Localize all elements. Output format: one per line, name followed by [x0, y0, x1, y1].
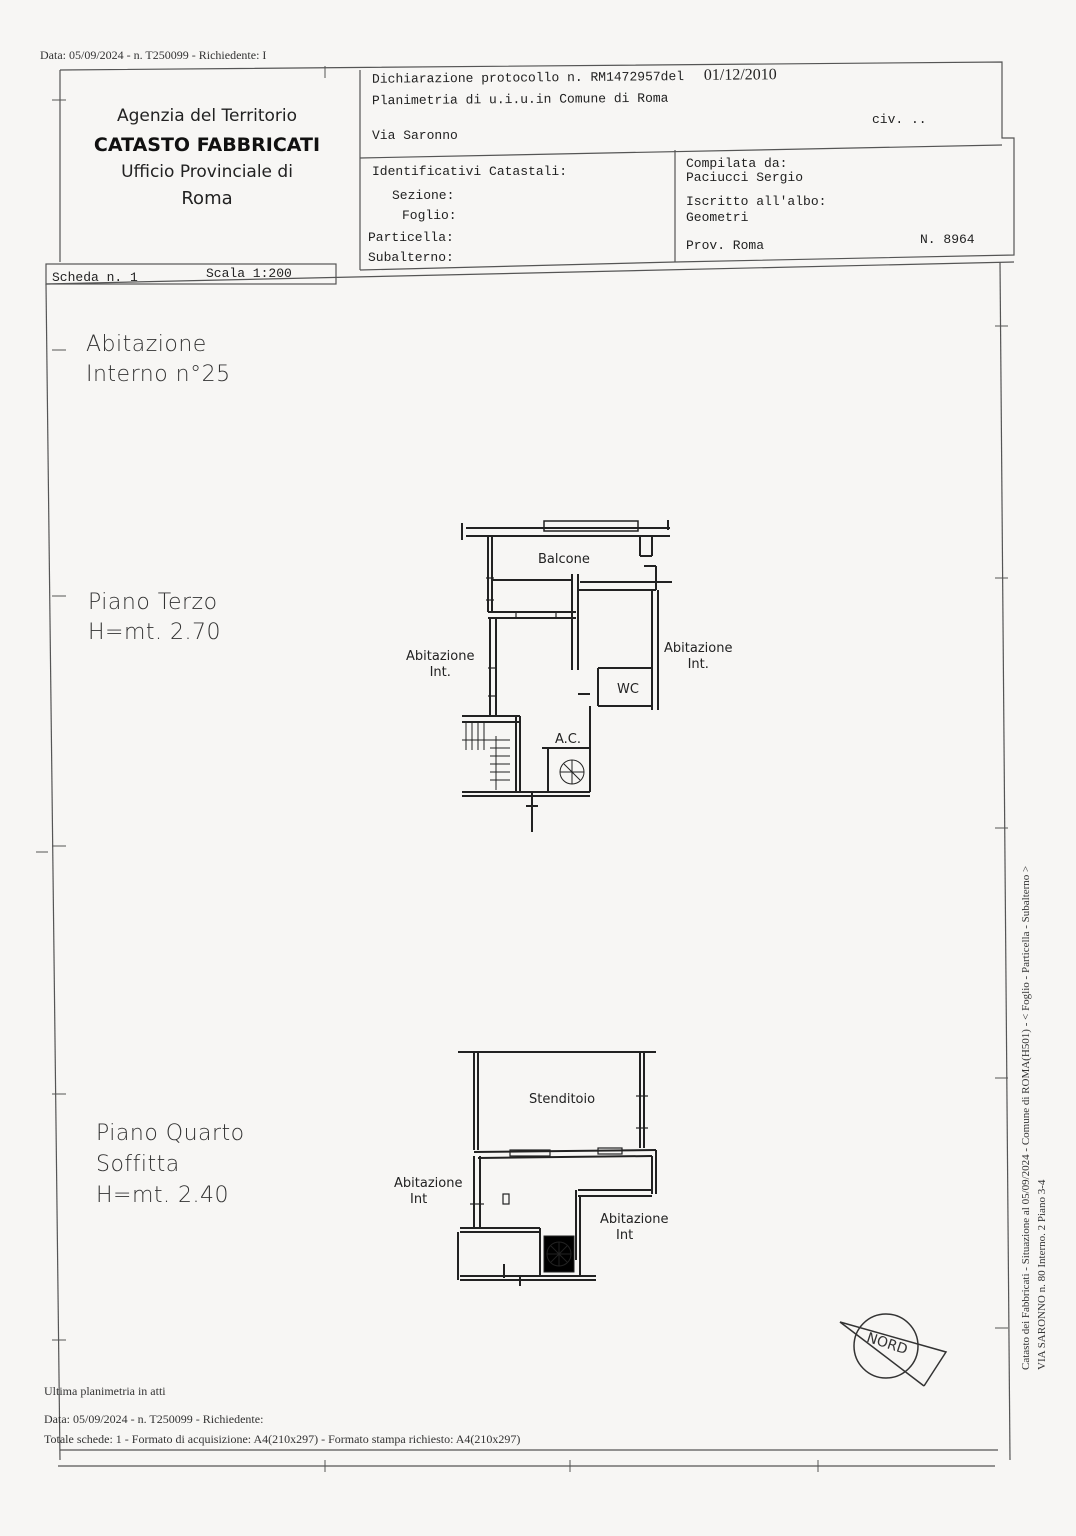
city-label: Roma	[181, 188, 233, 209]
floor4-left-unit-type: Abitazione	[394, 1176, 463, 1191]
floor4-right-unit-int: Int	[616, 1228, 634, 1243]
iscritto-label: Iscritto all'albo:	[686, 194, 827, 209]
floor3-name: Piano Terzo	[88, 590, 218, 615]
floor4-attic: Soffitta	[96, 1152, 180, 1177]
north-label: NORD	[864, 1329, 910, 1359]
floor3-left-unit-int: Int.	[429, 665, 451, 680]
balcone-label: Balcone	[538, 552, 590, 567]
planimetria-line: Planimetria di u.i.u.in Comune di Roma	[371, 90, 669, 109]
floor3-height: H=mt. 2.70	[88, 620, 222, 645]
albo-value: Geometri	[686, 210, 749, 225]
footer-request-line: Data: 05/09/2024 - n. T250099 - Richiedente:	[44, 1412, 264, 1426]
province-label: Prov. Roma	[686, 238, 765, 253]
street-name: Via Saronno	[372, 128, 458, 143]
wc-label: WC	[617, 682, 639, 697]
ultima-planimetria: Ultima planimetria in atti	[44, 1384, 166, 1398]
catasto-title: CATASTO FABBRICATI	[93, 134, 321, 156]
footer-schede-line: Totale schede: 1 - Formato di acquisizione: A4(210x297) - Formato stampa richiesto: A4(210x297)	[44, 1432, 521, 1446]
sezione-label: Sezione:	[392, 188, 455, 203]
compilata-label: Compilata da:	[686, 156, 788, 171]
floor3-right-unit-int: Int.	[687, 657, 709, 672]
identifiers-title: Identificativi Catastali:	[372, 164, 568, 179]
subalterno-label: Subalterno:	[368, 250, 454, 265]
ac-label: A.C.	[555, 732, 582, 747]
floor4-right-unit-type: Abitazione	[600, 1212, 669, 1227]
protocol-date: 01/12/2010	[703, 66, 777, 84]
top-request-line: Data: 05/09/2024 - n. T250099 - Richiedente: I	[40, 48, 267, 62]
unit-type: Abitazione	[86, 332, 207, 357]
floor4-left-unit-int: Int	[410, 1192, 428, 1207]
floor3-left-unit-type: Abitazione	[406, 649, 475, 664]
side-catasto-text: Catasto dei Fabbricati - Situazione al 05/09/2024 - Comune di ROMA(H501) - < Foglio - Particella - Subalterno >	[1020, 865, 1032, 1370]
protocol-text: Dichiarazione protocollo n. RM1472957del	[371, 69, 685, 87]
unit-interno: Interno n°25	[86, 362, 231, 387]
albo-number: N. 8964	[920, 232, 975, 247]
stenditoio-label: Stenditoio	[529, 1092, 596, 1107]
civic-number: civ. ..	[872, 112, 927, 127]
ufficio-label: Ufficio Provinciale di	[121, 162, 293, 182]
compiler-name: Paciucci Sergio	[686, 170, 804, 185]
floor3-right-unit-type: Abitazione	[664, 641, 733, 656]
side-address-text: VIA SARONNO n. 80 Interno. 2 Piano 3-4	[1036, 1179, 1048, 1370]
floor4-height: H=mt. 2.40	[96, 1183, 230, 1208]
scale-label: Scala 1:200	[206, 266, 292, 281]
foglio-label: Foglio:	[402, 208, 457, 223]
agency-name: Agenzia del Territorio	[116, 106, 298, 126]
scheda-label: Scheda n. 1	[52, 270, 138, 285]
particella-label: Particella:	[368, 230, 454, 245]
floor4-name: Piano Quarto	[96, 1121, 245, 1146]
